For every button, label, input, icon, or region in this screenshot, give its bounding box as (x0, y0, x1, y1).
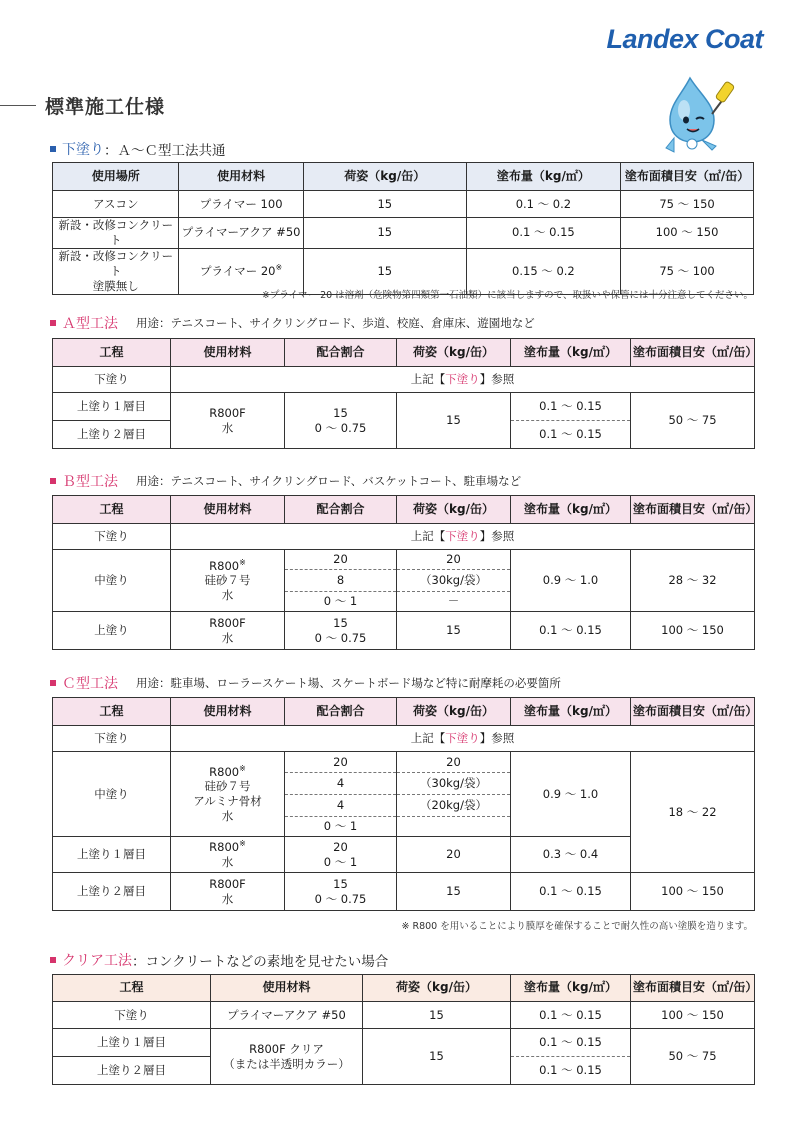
table-row (53, 191, 754, 218)
table-row (53, 873, 755, 911)
header-cell: 塗布量（kg/㎡） (511, 975, 631, 1002)
cell: 20 (285, 550, 397, 570)
cell: 4 (285, 773, 397, 795)
cell (397, 817, 511, 837)
c-method-table (52, 697, 758, 911)
cell: 8 (285, 570, 397, 592)
header-cell: 使用場所 (53, 163, 179, 191)
header-cell: 工程 (53, 496, 171, 524)
cell: 20 (285, 752, 397, 773)
a-section-name: Ａ型工法 (62, 316, 118, 332)
cell: 100 ～ 150 (631, 612, 755, 650)
cell: 75 ～ 100 (621, 248, 754, 294)
clear-section-heading (50, 950, 388, 970)
c-section-usage: 用途：駐車場、ローラースケート場、スケートボード場など特に耐摩耗の必要箇所 (136, 676, 561, 690)
header-cell: 工程 (53, 698, 171, 726)
cell: 下塗り (53, 726, 171, 752)
under-reference-cell: 上記【下塗り】参照 (171, 367, 755, 393)
cell: 15 (363, 1029, 511, 1085)
header-cell: 塗布面積目安（㎡/缶） (631, 496, 755, 524)
cell: 0.9 ～ 1.0 (511, 550, 631, 612)
clear-section-name: クリア工法 (62, 953, 132, 969)
header-cell: 使用材料 (211, 975, 363, 1002)
b-section-name: Ｂ型工法 (62, 474, 118, 490)
cell: 15 (397, 612, 511, 650)
header-cell: 塗布面積目安（㎡/缶） (631, 339, 755, 367)
primer-section-heading (50, 139, 226, 159)
cell: 0.1 ～ 0.2 (466, 191, 620, 218)
cell: 50 ～ 75 (631, 1029, 755, 1085)
cell: 中塗り (53, 550, 171, 612)
clear-method-table (52, 974, 758, 1085)
header-cell: 使用材料 (171, 339, 285, 367)
cell: 0.1 ～ 0.15 (511, 421, 631, 449)
cell: 15 (397, 873, 511, 911)
table-row (53, 726, 755, 752)
primer-table (52, 162, 754, 295)
b-section-usage: 用途：テニスコート、サイクリングロード、バスケットコート、駐車場など (136, 474, 522, 488)
cell: 0.1 ～ 0.15 (511, 1002, 631, 1029)
a-section-usage: 用途：テニスコート、サイクリングロード、歩道、校庭、倉庫床、遊園地など (136, 316, 535, 330)
header-cell: 配合割合 (285, 496, 397, 524)
brand-logo: Landex Coat (606, 24, 763, 54)
header-cell: 荷姿（kg/缶） (397, 496, 511, 524)
cell: 上塗り (53, 612, 171, 650)
table-row (53, 218, 754, 249)
cell: 新設・改修コンクリート 塗膜無し (53, 248, 179, 294)
table-row (53, 752, 755, 773)
page-title-row (0, 92, 165, 119)
cell: 15 (303, 191, 466, 218)
cell: （30kg/袋） (397, 773, 511, 795)
cell: 18 ～ 22 (631, 752, 755, 873)
header-cell: 工程 (53, 339, 171, 367)
cell: 上塗り１層目 (53, 837, 171, 873)
under-reference-cell: 上記【下塗り】参照 (171, 524, 755, 550)
header-cell: 配合割合 (285, 698, 397, 726)
cell: 100 ～ 150 (631, 1002, 755, 1029)
title-rule (0, 105, 36, 106)
cell: プライマー 20※ (179, 248, 303, 294)
water-drop-mascot-icon (660, 74, 740, 158)
cell: R800F 水 (171, 393, 285, 449)
cell: 0 ～ 1 (285, 592, 397, 612)
cell: 15 (397, 393, 511, 449)
pink-square-icon (50, 320, 56, 326)
cell: 15 0 ～ 0.75 (285, 393, 397, 449)
cell: 15 (303, 248, 466, 294)
cell: 20 (397, 837, 511, 873)
table-row (53, 550, 755, 570)
cell: 75 ～ 150 (621, 191, 754, 218)
cell: 0.1 ～ 0.15 (466, 218, 620, 249)
header-cell: 使用材料 (171, 496, 285, 524)
header-cell: 塗布面積目安（㎡/缶） (631, 975, 755, 1002)
cell: R800F クリア （または半透明カラー） (211, 1029, 363, 1085)
cell: プライマーアクア #50 (179, 218, 303, 249)
pink-square-icon (50, 957, 56, 963)
cell: 15 0 ～ 0.75 (285, 873, 397, 911)
cell: 4 (285, 795, 397, 817)
header-cell: 荷姿（kg/缶） (397, 339, 511, 367)
page-title: 標準施工仕様 (45, 96, 166, 118)
c-note: ※ R800 を用いることにより膜厚を確保することで耐久性の高い塗膜を造ります。 (401, 921, 753, 932)
cell: （30kg/袋） (397, 570, 511, 592)
table-row (53, 612, 755, 650)
c-section-heading (50, 673, 561, 693)
cell: 28 ～ 32 (631, 550, 755, 612)
blue-square-icon (50, 146, 56, 152)
header-cell: 塗布面積目安（㎡/缶） (631, 698, 755, 726)
header-cell: 荷姿（kg/缶） (397, 698, 511, 726)
primer-section-name: 下塗り (62, 142, 104, 158)
header-cell: 塗布量（kg/㎡） (466, 163, 620, 191)
clear-section-sub: ：コンクリートなどの素地を見せたい場合 (132, 954, 389, 970)
header-cell: 荷姿（kg/缶） (303, 163, 466, 191)
cell: 中塗り (53, 752, 171, 837)
cell: 15 0 ～ 0.75 (285, 612, 397, 650)
b-method-table (52, 495, 758, 650)
header-cell: 塗布量（kg/㎡） (511, 339, 631, 367)
cell: （20kg/袋） (397, 795, 511, 817)
header-cell: 配合割合 (285, 339, 397, 367)
cell: 下塗り (53, 1002, 211, 1029)
header-cell: 使用材料 (179, 163, 303, 191)
cell: 0.1 ～ 0.15 (511, 873, 631, 911)
cell: 上塗り１層目 (53, 393, 171, 421)
cell: 0.1 ～ 0.15 (511, 393, 631, 421)
cell: 上塗り１層目 (53, 1029, 211, 1057)
header-cell: 使用材料 (171, 698, 285, 726)
cell: アスコン (53, 191, 179, 218)
cell: プライマーアクア #50 (211, 1002, 363, 1029)
cell: R800F 水 (171, 873, 285, 911)
cell: プライマー 100 (179, 191, 303, 218)
table-row (53, 393, 755, 421)
under-reference-cell: 上記【下塗り】参照 (171, 726, 755, 752)
c-section-name: Ｃ型工法 (62, 676, 118, 692)
cell: 100 ～ 150 (631, 873, 755, 911)
cell: 0.15 ～ 0.2 (466, 248, 620, 294)
cell: 0.9 ～ 1.0 (511, 752, 631, 837)
cell: 新設・改修コンクリート (53, 218, 179, 249)
a-method-table (52, 338, 758, 449)
cell: 上塗り２層目 (53, 421, 171, 449)
table-row (53, 1002, 755, 1029)
header-cell: 工程 (53, 975, 211, 1002)
cell: 20 (397, 752, 511, 773)
pink-square-icon (50, 478, 56, 484)
cell: 20 0 ～ 1 (285, 837, 397, 873)
pink-square-icon (50, 680, 56, 686)
cell: R800F 水 (171, 612, 285, 650)
a-section-heading (50, 313, 535, 333)
cell: 下塗り (53, 524, 171, 550)
cell: 上塗り２層目 (53, 873, 171, 911)
cell: 100 ～ 150 (621, 218, 754, 249)
cell: 0.1 ～ 0.15 (511, 1029, 631, 1057)
cell: R800※ 硅砂７号 アルミナ骨材 水 (171, 752, 285, 837)
header-cell: 塗布面積目安（㎡/缶） (621, 163, 754, 191)
table-row (53, 1029, 755, 1057)
cell: 0.3 ～ 0.4 (511, 837, 631, 873)
header-cell: 塗布量（kg/㎡） (511, 698, 631, 726)
cell: 上塗り２層目 (53, 1057, 211, 1085)
cell: 0.1 ～ 0.15 (511, 1057, 631, 1085)
primer-note: ※プライマー 20 は溶剤（危険物第四類第一石油類）に該当しますので、取扱いや保管には十分注意してください。 (261, 290, 753, 301)
cell: 15 (303, 218, 466, 249)
cell: － (397, 592, 511, 612)
primer-section-sub: ：Ａ～Ｃ型工法共通 (104, 143, 226, 159)
cell: 20 (397, 550, 511, 570)
cell: R800※ 硅砂７号 水 (171, 550, 285, 612)
b-section-heading (50, 471, 521, 491)
cell: 0 ～ 1 (285, 817, 397, 837)
cell: 下塗り (53, 367, 171, 393)
cell: 0.1 ～ 0.15 (511, 612, 631, 650)
table-row (53, 367, 755, 393)
cell: R800※ 水 (171, 837, 285, 873)
cell: 15 (363, 1002, 511, 1029)
header-cell: 塗布量（kg/㎡） (511, 496, 631, 524)
table-row (53, 524, 755, 550)
header-cell: 荷姿（kg/缶） (363, 975, 511, 1002)
cell: 50 ～ 75 (631, 393, 755, 449)
